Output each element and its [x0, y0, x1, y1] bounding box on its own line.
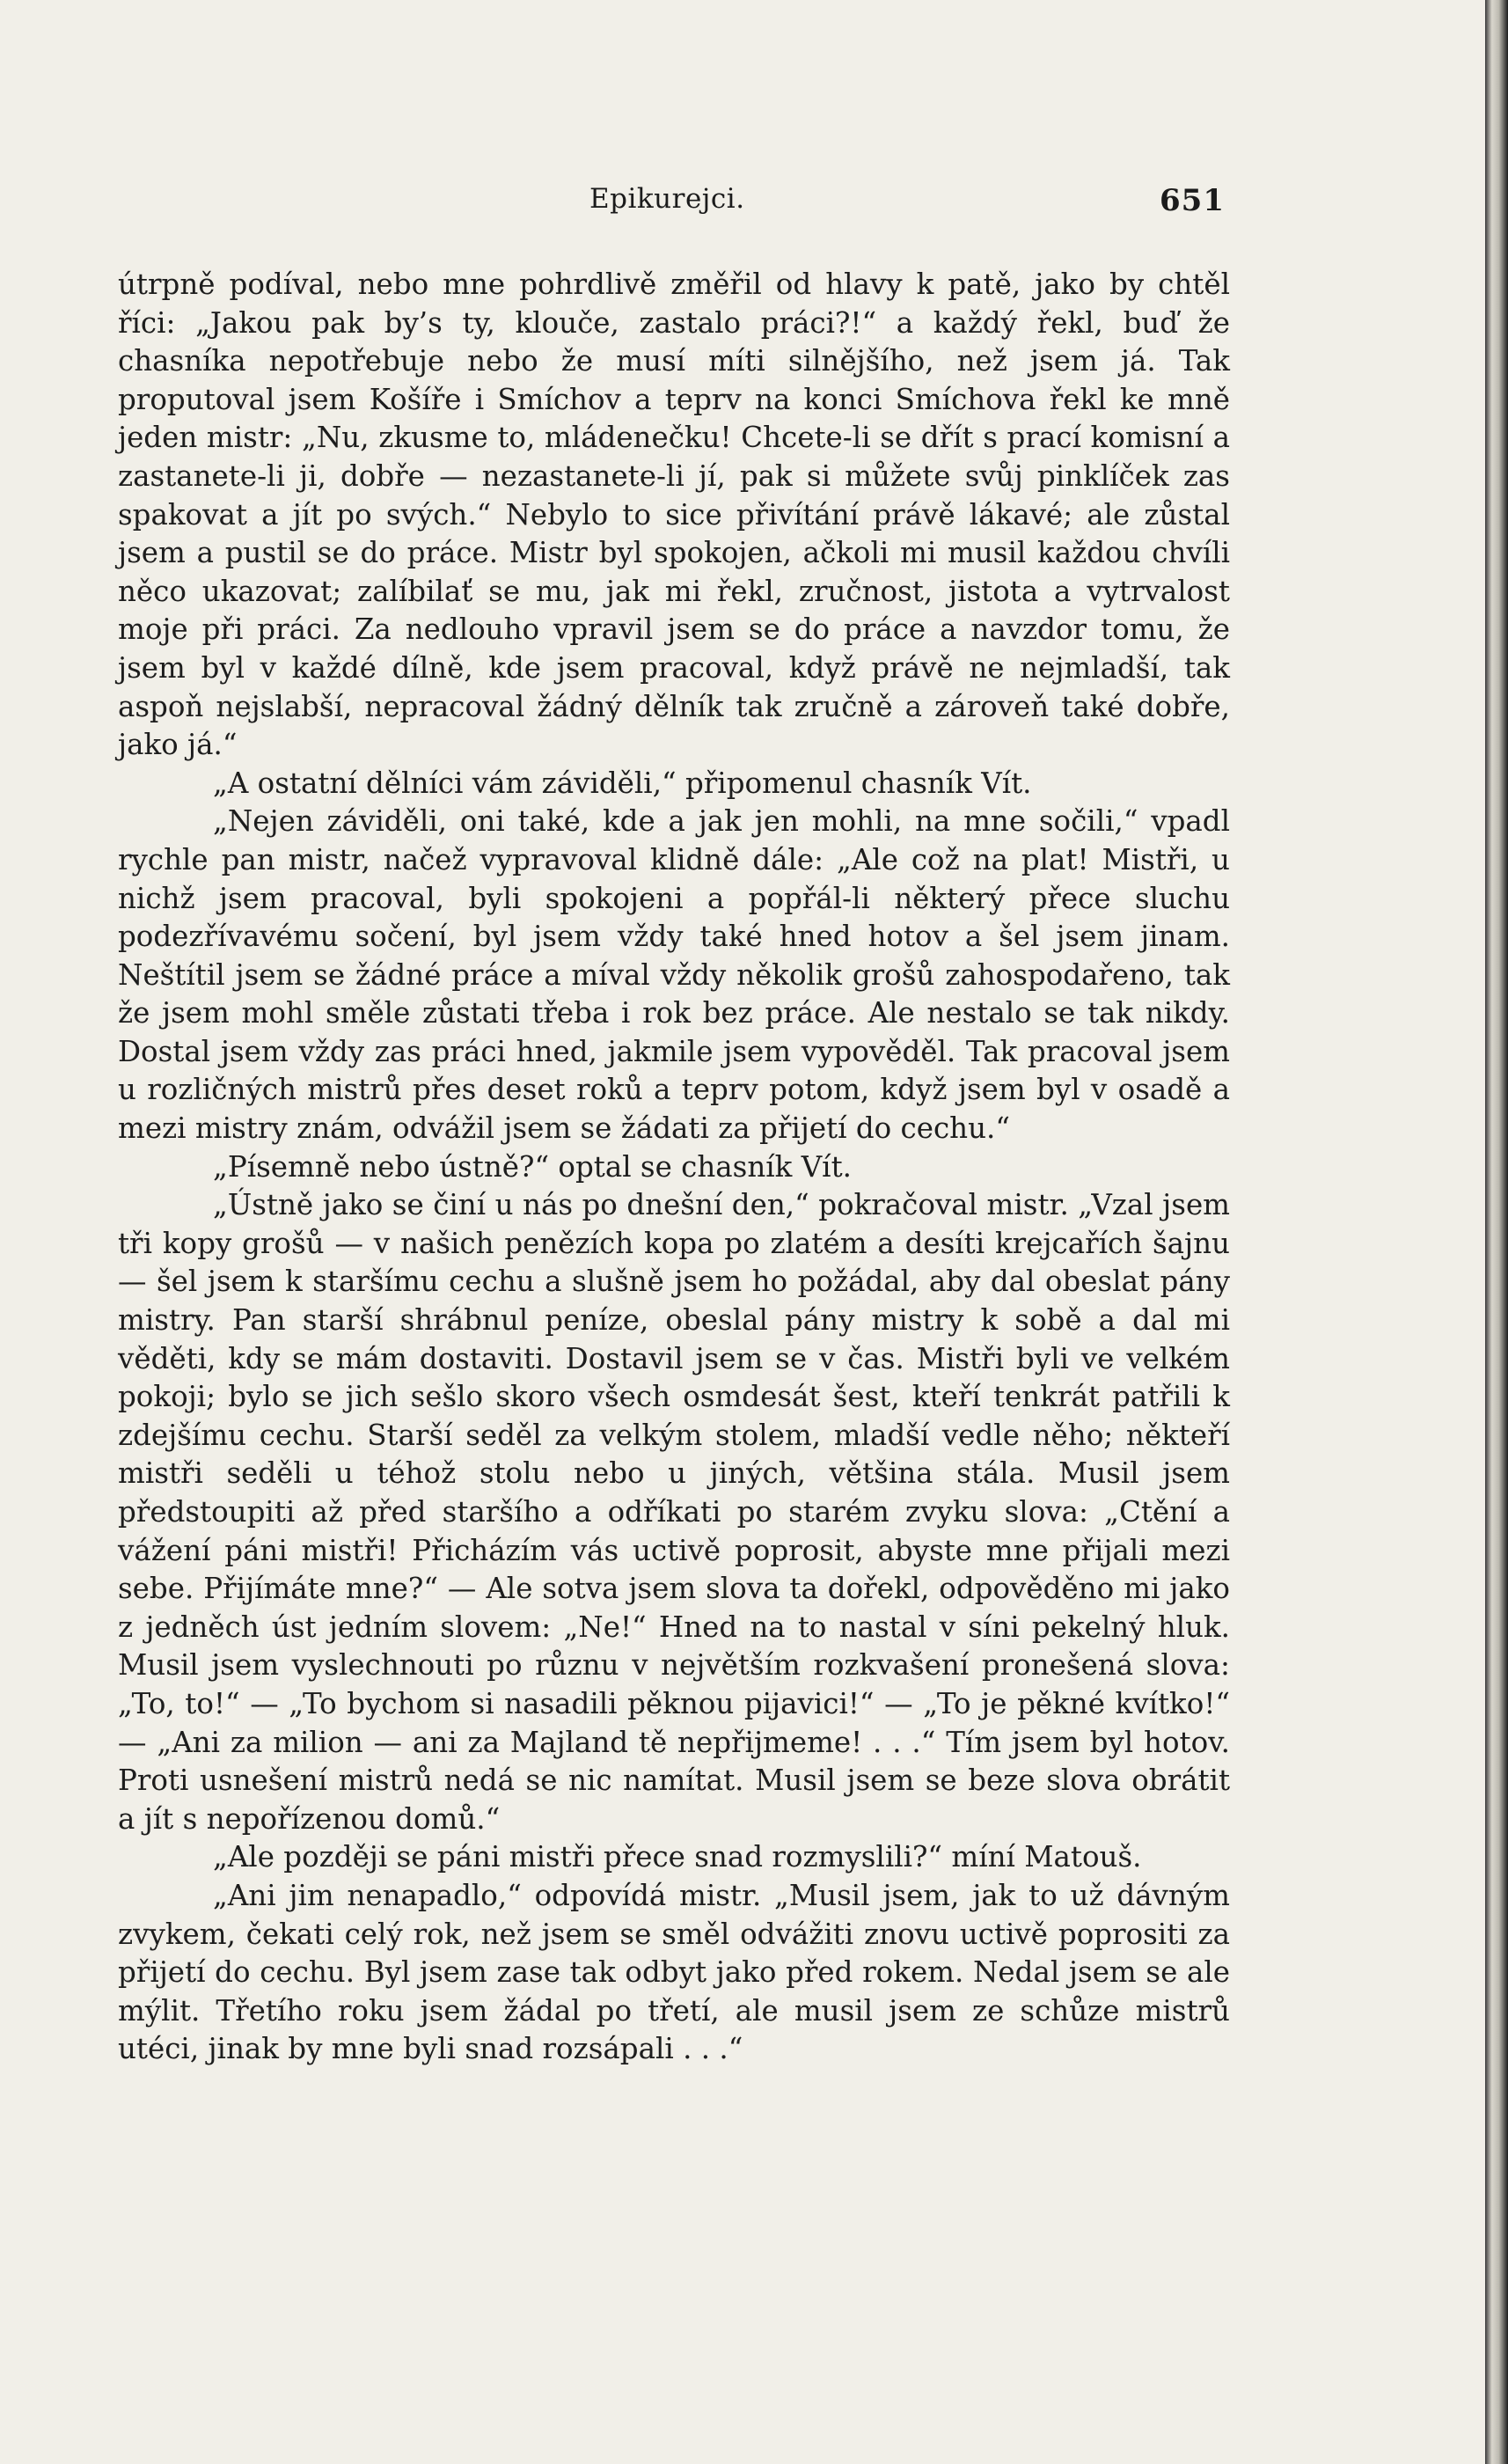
page-edge: [1485, 0, 1508, 2464]
page-header: [0, 183, 1485, 227]
paragraph-6: „Ale později se páni mistři přece snad rozmyslili?“ míní Matouš.: [213, 1840, 1142, 1874]
paragraph-2: „A ostatní dělníci vám záviděli,“ připomenul chasník Vít.: [213, 766, 1032, 800]
page-number: 651: [1160, 183, 1225, 218]
body-text: [118, 266, 1230, 2069]
paragraph-7: „Ani jim nenapadlo,“ odpovídá mistr. „Musil jsem, jak to už dávným zvykem, čekati celý rok, než jsem se směl odvážiti znovu uctivě poprositi za přijetí do cechu. Byl jsem zase tak odbyt jako před rokem. Nedal jsem se ale mýlit. Třetího roku jsem žádal po třetí, ale musil jsem ze schůze mistrů utéci, jinak by mne byli snad rozsápali . . .“: [118, 1878, 1230, 2066]
paragraph-3: „Nejen záviděli, oni také, kde a jak jen mohli, na mne sočili,“ vpadl rychle pan mistr, načež vypravoval klidně dále: „Ale což na plat! Mistři, u nichž jsem pracoval, byli spokojeni a popřál-li některý přece sluchu podezřívavému sočení, byl jsem vždy také hned hotov a šel jsem jinam. Neštítil jsem se žádné práce a míval vždy několik grošů zahospodařeno, tak že jsem mohl směle zůstati třeba i rok bez práce. Ale nestalo se tak nikdy. Dostal jsem vždy zas práci hned, jakmile jsem vypověděl. Tak pracoval jsem u rozličných mistrů přes deset roků a teprv potom, když jsem byl v osadě a mezi mistry znám, odvážil jsem se žádati za přijetí do cechu.“: [118, 804, 1230, 1146]
paragraph-5: „Ústně jako se činí u nás po dnešní den,“ pokračoval mistr. „Vzal jsem tři kopy grošů — v našich penězích kopa po zlatém a desíti krejcařích šajnu — šel jsem k staršímu cechu a slušně jsem ho požádal, aby dal obeslat pány mistry. Pan starší shrábnul peníze, obeslal pány mistry k sobě a dal mi věděti, kdy se mám dostaviti. Dostavil jsem se v čas. Mistři byli ve velkém pokoji; bylo se jich sešlo skoro všech osmdesát šest, kteří tenkrát patřili k zdejšímu cechu. Starší seděl za velkým stolem, mladší vedle něho; někteří mistři seděli u téhož stolu nebo u jiných, většina stála. Musil jsem předstoupiti až před staršího a odříkati po starém zvyku slova: „Ctění a vážení páni mistři! Přicházím vás uctivě poprosit, abyste mne přijali mezi sebe. Přijímáte mne?“ — Ale sotva jsem slova ta dořekl, odpověděno mi jako z jedněch úst jedním slovem: „Ne!“ Hned na to nastal v síni pekelný hluk. Musil jsem vyslechnouti po různu v největším rozkvašení pronešená slova: „To, to!“ — „To bychom si nasadili pěknou pijavici!“ — „To je pěkné kvítko!“ — „Ani za milion — ani za Majland tě nepřijmeme! . . .“ Tím jsem byl hotov. Proti usnešení mistrů nedá se nic namítat. Musil jsem se beze slova obrátit a jít s nepořízenou domů.“: [118, 1188, 1230, 1836]
running-title: Epikurejci.: [589, 183, 745, 215]
paragraph-4: „Písemně nebo ústně?“ optal se chasník Vít.: [213, 1149, 852, 1184]
paragraph-1: útrpně podíval, nebo mne pohrdlivě změřil od hlavy k patě, jako by chtěl říci: „Jakou pak by’s ty, klouče, zastalo práci?!“ a každý řekl, buď že chasníka nepotřebuje nebo že musí míti silnějšího, než jsem já. Tak proputoval jsem Košíře i Smíchov a teprv na konci Smíchova řekl ke mně jeden mistr: „Nu, zkusme to, mládenečku! Chcete-li se dřít s prací komisní a zastanete-li ji, dobře — nezastanete-li jí, pak si můžete svůj pinklíček zas spakovat a jít po svých.“ Nebylo to sice přivítání právě lákavé; ale zůstal jsem a pustil se do práce. Mistr byl spokojen, ačkoli mi musil každou chvíli něco ukazovat; zalíbilať se mu, jak mi řekl, zručnost, jistota a vytrvalost moje při práci. Za nedlouho vpravil jsem se do práce a navzdor tomu, že jsem byl v každé dílně, kde jsem pracoval, když právě ne nejmladší, tak aspoň nejslabší, nepracoval žádný dělník tak zručně a zároveň také dobře, jako já.“: [118, 268, 1230, 762]
